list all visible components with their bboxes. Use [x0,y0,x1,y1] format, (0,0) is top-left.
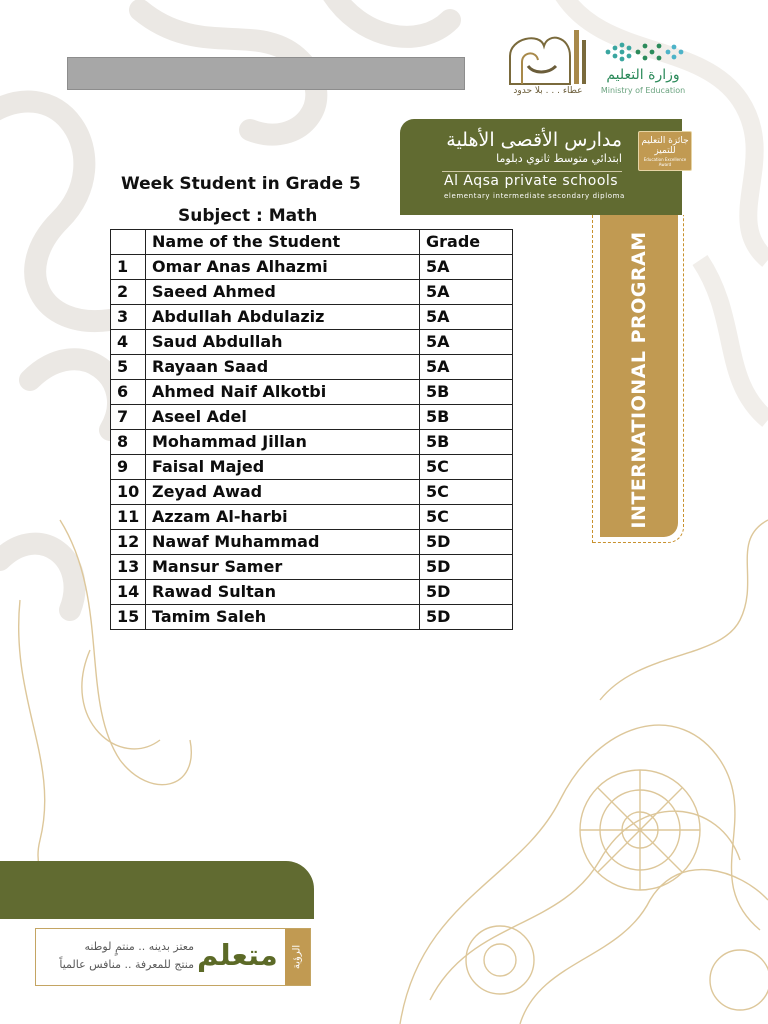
row-number: 1 [111,255,146,280]
ministry-dots-icon [602,40,686,64]
row-number: 5 [111,355,146,380]
table-row [111,355,513,380]
international-program-label: INTERNATIONAL PROGRAM [628,231,650,529]
table-row [111,605,513,630]
student-name: Nawaf Muhammad [146,530,420,555]
table-row [111,530,513,555]
ministry-of-education-logo [598,38,690,102]
student-grade: 5D [420,555,513,580]
ministry-english-name: Ministry of Education [600,86,686,95]
table-row [111,505,513,530]
excellence-award-badge [638,131,692,171]
vision-line-1: معتز بدينه .. منتمٍ لوطنه [84,940,194,953]
header-grade: Grade [420,230,513,255]
table-row [111,330,513,355]
table-row [111,280,513,305]
table-row [111,380,513,405]
vision-line-2: منتج للمعرفة .. منافس عالمياً [59,958,194,971]
student-name: Saeed Ahmed [146,280,420,305]
table-row [111,555,513,580]
award-arabic: جائزة التعليم للتميز [641,136,689,156]
student-name: Rawad Sultan [146,580,420,605]
row-number: 4 [111,330,146,355]
row-number: 11 [111,505,146,530]
student-name: Zeyad Awad [146,480,420,505]
table-row [111,480,513,505]
student-grade: 5D [420,580,513,605]
student-name: Azzam Al-harbi [146,505,420,530]
school-name-arabic: مدارس الأقصى الأهلية [446,129,622,151]
student-grade: 5A [420,305,513,330]
student-name: Mohammad Jillan [146,430,420,455]
document-title: Week Student in Grade 5 [121,174,361,194]
table-row [111,455,513,480]
al-aqsa-emblem-icon [500,26,590,88]
table-row [111,430,513,455]
student-name: Faisal Majed [146,455,420,480]
row-number: 12 [111,530,146,555]
student-name: Mansur Samer [146,555,420,580]
student-grade: 5C [420,455,513,480]
row-number: 13 [111,555,146,580]
student-grade: 5B [420,405,513,430]
student-grade: 5A [420,280,513,305]
student-grade: 5B [420,380,513,405]
table-row [111,405,513,430]
table-header-row [111,230,513,255]
banner-divider [442,171,622,172]
table-row [111,305,513,330]
student-grade: 5B [420,430,513,455]
header-number [111,230,146,255]
school-levels-arabic: ابتدائي متوسط ثانوي دبلوما [496,152,622,165]
row-number: 2 [111,280,146,305]
student-grade: 5A [420,255,513,280]
student-grade: 5A [420,355,513,380]
row-number: 15 [111,605,146,630]
vision-tab-label: الرؤية [291,944,303,970]
student-grade: 5C [420,480,513,505]
student-grade: 5D [420,605,513,630]
row-number: 9 [111,455,146,480]
student-name: Rayaan Saad [146,355,420,380]
row-number: 14 [111,580,146,605]
student-name: Omar Anas Alhazmi [146,255,420,280]
document-subject: Subject : Math [178,206,318,226]
table-row [111,580,513,605]
award-english: Education Excellence Award [643,157,687,167]
ministry-arabic-name: وزارة التعليم [606,67,680,83]
school-levels-english: elementary intermediate secondary diploma [444,192,625,200]
header-student-name: Name of the Student [146,230,420,255]
row-number: 6 [111,380,146,405]
al-aqsa-logo [500,26,590,106]
vision-keyword: متعلم [197,938,278,972]
al-aqsa-slogan: عطاء . . . بلا حدود [513,86,583,96]
student-grade: 5C [420,505,513,530]
student-grade: 5D [420,530,513,555]
student-name: Abdullah Abdulaziz [146,305,420,330]
table-row [111,255,513,280]
header-redacted-bar [67,57,465,90]
student-name: Saud Abdullah [146,330,420,355]
student-name: Tamim Saleh [146,605,420,630]
students-table [110,229,513,630]
school-name-english: Al Aqsa private schools [444,173,619,189]
student-name: Ahmed Naif Alkotbi [146,380,420,405]
bottom-olive-band [0,861,314,919]
student-name: Aseel Adel [146,405,420,430]
row-number: 10 [111,480,146,505]
row-number: 7 [111,405,146,430]
row-number: 8 [111,430,146,455]
row-number: 3 [111,305,146,330]
student-grade: 5A [420,330,513,355]
